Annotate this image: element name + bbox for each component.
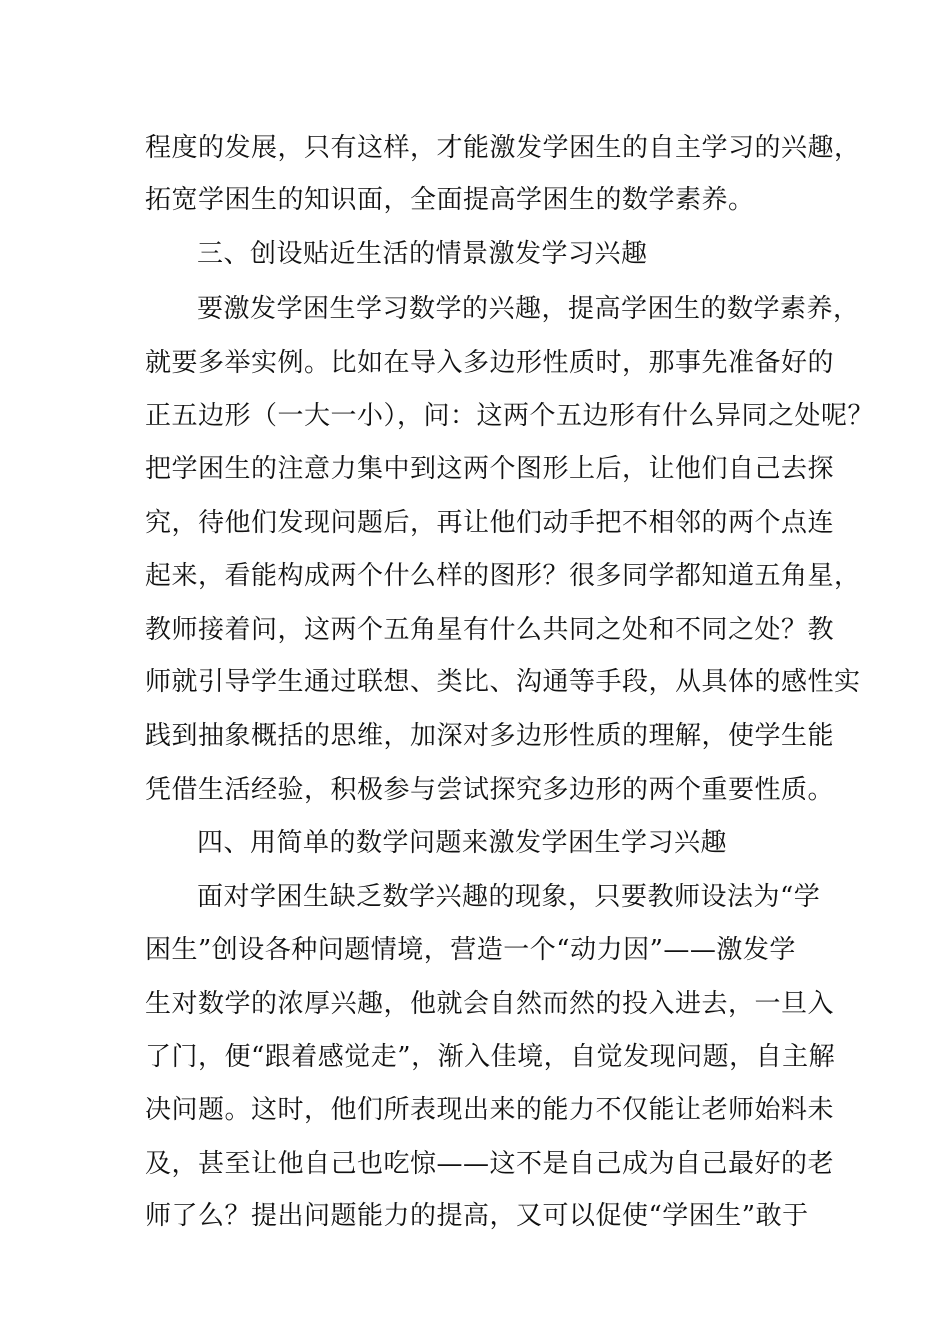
paragraph-line: 起来，看能构成两个什么样的图形？很多同学都知道五角星，	[145, 561, 861, 591]
section-heading: 三、创设贴近生活的情景激发学习兴趣	[197, 239, 648, 269]
paragraph-line: 师就引导学生通过联想、类比、沟通等手段，从具体的感性实	[145, 667, 861, 697]
paragraph-line: 就要多举实例。比如在导入多边形性质时，那事先准备好的	[145, 348, 835, 378]
paragraph-line: 困生”创设各种问题情境，营造一个“动力因”——激发学	[145, 935, 796, 965]
paragraph-line: 教师接着问，这两个五角星有什么共同之处和不同之处？教	[145, 615, 835, 645]
section-heading: 四、用简单的数学问题来激发学困生学习兴趣	[197, 828, 728, 858]
paragraph-line: 要激发学困生学习数学的兴趣，提高学困生的数学素养，	[197, 294, 860, 324]
paragraph-line: 师了么？提出问题能力的提高，又可以促使“学困生”敢于	[145, 1201, 809, 1231]
paragraph-line: 生对数学的浓厚兴趣，他就会自然而然的投入进去，一旦入	[145, 989, 835, 1019]
paragraph-line: 凭借生活经验，积极参与尝试探究多边形的两个重要性质。	[145, 775, 835, 805]
paragraph-line: 拓宽学困生的知识面，全面提高学困生的数学素养。	[145, 185, 755, 215]
paragraph-line: 程度的发展，只有这样，才能激发学困生的自主学习的兴趣，	[145, 133, 861, 163]
paragraph-line: 把学困生的注意力集中到这两个图形上后，让他们自己去探	[145, 454, 835, 484]
paragraph-line: 及，甚至让他自己也吃惊——这不是自己成为自己最好的老	[145, 1149, 835, 1179]
paragraph-line: 究，待他们发现问题后，再让他们动手把不相邻的两个点连	[145, 508, 835, 538]
paragraph-line: 正五边形（一大一小），问：这两个五边形有什么异同之处呢？	[145, 401, 875, 431]
paragraph-line: 决问题。这时，他们所表现出来的能力不仅能让老师始料未	[145, 1095, 835, 1125]
paragraph-line: 面对学困生缺乏数学兴趣的现象，只要教师设法为“学	[197, 882, 821, 912]
paragraph-line: 践到抽象概括的思维，加深对多边形性质的理解，使学生能	[145, 721, 835, 751]
paragraph-line: 了门，便“跟着感觉走”，渐入佳境，自觉发现问题，自主解	[145, 1042, 836, 1072]
